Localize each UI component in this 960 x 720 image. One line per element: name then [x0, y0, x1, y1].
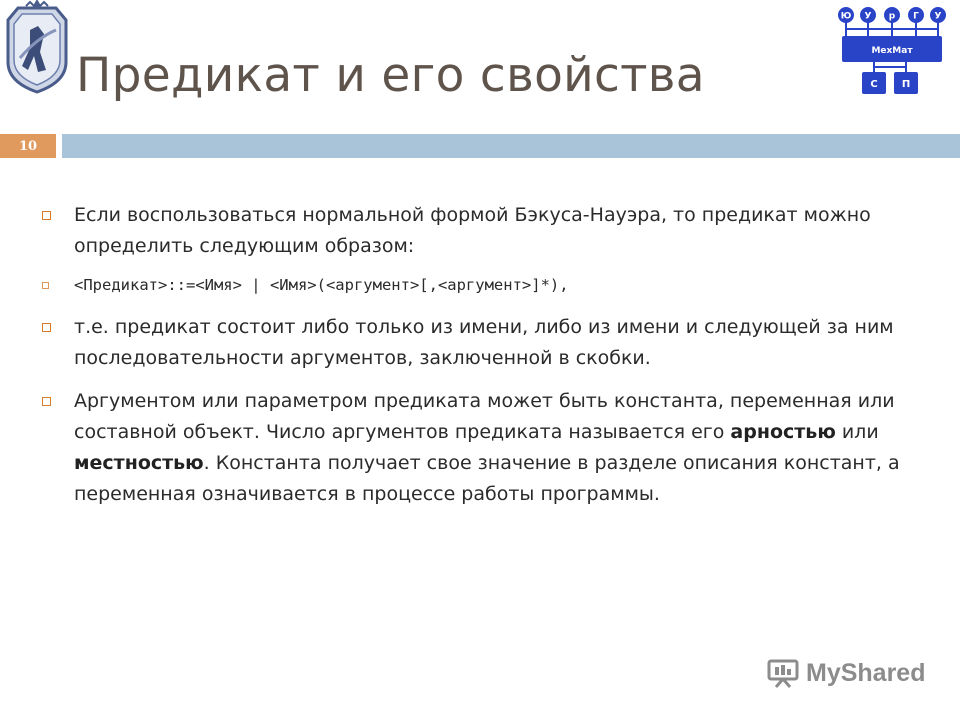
bullet-item-2 [40, 312, 900, 374]
watermark-text: MyShared [806, 658, 926, 687]
square-bullet-icon [42, 323, 51, 332]
bnf-definition [40, 274, 900, 296]
term-arity: арностью [730, 421, 836, 443]
logo-center-label: МехМат [871, 46, 913, 56]
bullet-text-3-mid: или [835, 421, 879, 443]
slide-number: 10 [0, 134, 56, 158]
presentation-board-icon [766, 658, 800, 688]
bnf-code: <Предикат>::=<Имя> | <Имя>(<аргумент>[,<аргумент>]*), [74, 276, 569, 294]
square-bullet-icon [42, 282, 49, 289]
slide-title: Предикат и его свойства [76, 48, 705, 103]
logo-letter-4: Г [913, 11, 919, 22]
term-locality: местностью [74, 452, 204, 474]
square-bullet-icon [42, 211, 51, 220]
logo-letter-1: Ю [840, 11, 852, 22]
logo-letter-3: р [888, 11, 896, 22]
slide-content [40, 200, 900, 522]
square-bullet-icon [42, 397, 51, 406]
bullet-text-3a: Аргументом или параметром предиката может быть константа, переменная или составной объект. Число аргументов предиката называется его [74, 390, 895, 443]
bullet-text-3b: . Константа получает свое значение в разделе описания констант, а переменная означивается в процессе работы программы. [74, 452, 900, 505]
logo-bottom-letter-2: П [901, 79, 911, 90]
bullet-item-3 [40, 386, 900, 510]
logo-bottom-letter-1: С [870, 79, 878, 90]
logo-letter-5: У [934, 11, 942, 22]
header-bar [62, 134, 960, 158]
university-emblem-icon [0, 0, 74, 96]
bullet-text-2: т.е. предикат состоит либо только из имени, либо из имени и следующей за ним последовательности аргументов, заключенной в скобки. [74, 316, 894, 369]
bullet-item-1 [40, 200, 900, 262]
logo-letter-2: У [864, 11, 872, 22]
faculty-logo-icon [832, 4, 952, 100]
watermark [766, 655, 925, 691]
bullet-text-1: Если воспользоваться нормальной формой Бэкуса-Науэра, то предикат можно определить следующим образом: [74, 204, 871, 257]
